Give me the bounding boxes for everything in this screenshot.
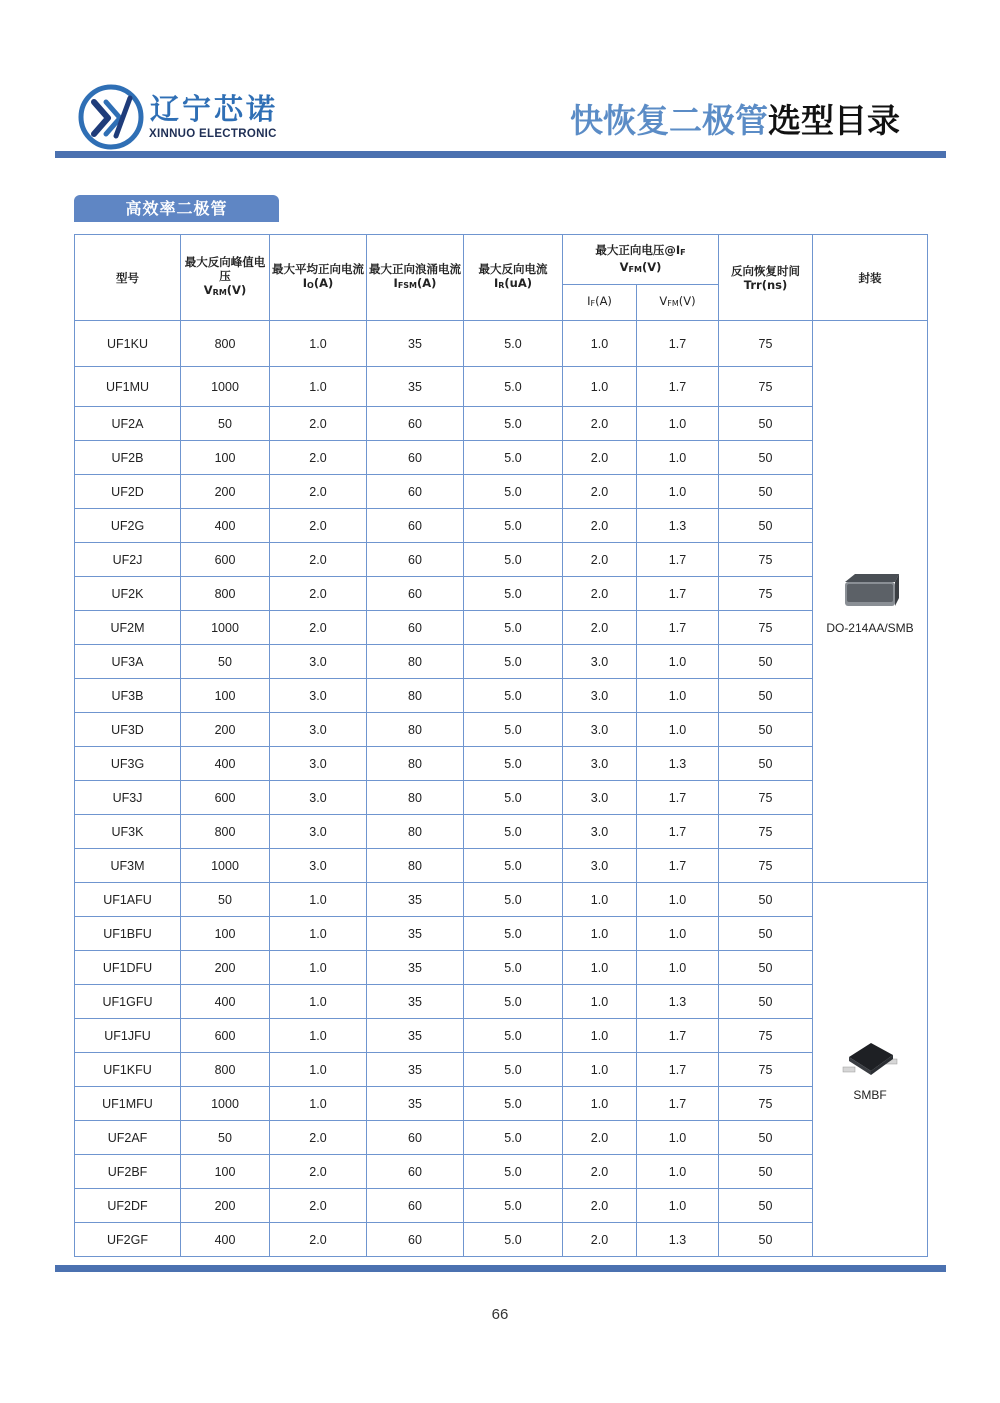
cell-ifsm: 60 [367, 509, 464, 543]
cell-model: UF3G [75, 747, 181, 781]
cell-io: 2.0 [270, 441, 367, 475]
cell-if: 1.0 [563, 367, 637, 407]
cell-model: UF3D [75, 713, 181, 747]
table-row [75, 509, 928, 543]
cell-ir: 5.0 [464, 1155, 563, 1189]
header-vrm: 最大反向峰值电压 $V_{RM}(V)$ [181, 235, 270, 321]
cell-vrm: 100 [181, 1155, 270, 1189]
cell-trr: 75 [719, 611, 813, 645]
cell-vfm: 1.7 [637, 815, 719, 849]
cell-vfm: 1.7 [637, 543, 719, 577]
cell-if: 1.0 [563, 1087, 637, 1121]
table-row [75, 1223, 928, 1257]
cell-if: 3.0 [563, 747, 637, 781]
cell-ifsm: 35 [367, 1019, 464, 1053]
smbf-package-icon [813, 1037, 927, 1084]
cell-if: 2.0 [563, 475, 637, 509]
cell-trr: 50 [719, 917, 813, 951]
table-row [75, 1155, 928, 1189]
cell-vrm: 1000 [181, 1087, 270, 1121]
cell-model: UF3B [75, 679, 181, 713]
table-row [75, 1121, 928, 1155]
spec-table-body [75, 321, 928, 1257]
cell-model: UF1BFU [75, 917, 181, 951]
cell-vfm: 1.7 [637, 1053, 719, 1087]
table-row [75, 441, 928, 475]
cell-io: 2.0 [270, 1121, 367, 1155]
cell-ir: 5.0 [464, 951, 563, 985]
cell-vfm: 1.3 [637, 509, 719, 543]
cell-vrm: 50 [181, 407, 270, 441]
cell-ir: 5.0 [464, 985, 563, 1019]
cell-ir: 5.0 [464, 815, 563, 849]
cell-vrm: 50 [181, 645, 270, 679]
cell-ifsm: 80 [367, 713, 464, 747]
diode-spec-table [74, 234, 928, 1257]
cell-vrm: 400 [181, 509, 270, 543]
cell-vrm: 200 [181, 951, 270, 985]
table-row [75, 475, 928, 509]
cell-ir: 5.0 [464, 1189, 563, 1223]
cell-if: 3.0 [563, 781, 637, 815]
cell-trr: 75 [719, 543, 813, 577]
cell-io: 2.0 [270, 611, 367, 645]
cell-ifsm: 60 [367, 475, 464, 509]
cell-ir: 5.0 [464, 679, 563, 713]
table-row [75, 747, 928, 781]
cell-vfm: 1.7 [637, 577, 719, 611]
smb-package-icon [813, 568, 927, 617]
cell-io: 1.0 [270, 985, 367, 1019]
cell-io: 2.0 [270, 1155, 367, 1189]
cell-vrm: 800 [181, 321, 270, 367]
cell-if: 2.0 [563, 1223, 637, 1257]
cell-vfm: 1.0 [637, 407, 719, 441]
brand-name-en: XINNUO ELECTRONIC [149, 128, 277, 140]
cell-ir: 5.0 [464, 1087, 563, 1121]
cell-ifsm: 35 [367, 985, 464, 1019]
cell-if: 2.0 [563, 611, 637, 645]
header-trr: 反向恢复时间 Trr(ns) [719, 235, 813, 321]
cell-io: 2.0 [270, 543, 367, 577]
cell-vrm: 100 [181, 679, 270, 713]
table-row [75, 883, 928, 917]
cell-ifsm: 35 [367, 321, 464, 367]
cell-ir: 5.0 [464, 917, 563, 951]
header-package: 封装 [813, 235, 928, 321]
cell-vrm: 800 [181, 1053, 270, 1087]
cell-trr: 50 [719, 1155, 813, 1189]
cell-model: UF1AFU [75, 883, 181, 917]
cell-ir: 5.0 [464, 543, 563, 577]
table-row [75, 713, 928, 747]
cell-ir: 5.0 [464, 1223, 563, 1257]
cell-vfm: 1.3 [637, 985, 719, 1019]
cell-model: UF2AF [75, 1121, 181, 1155]
cell-ifsm: 80 [367, 849, 464, 883]
cell-if: 3.0 [563, 815, 637, 849]
package-label: SMBF [853, 1088, 887, 1102]
cell-trr: 75 [719, 849, 813, 883]
cell-if: 2.0 [563, 407, 637, 441]
cell-model: UF3J [75, 781, 181, 815]
cell-vfm: 1.0 [637, 1155, 719, 1189]
cell-ir: 5.0 [464, 747, 563, 781]
cell-ir: 5.0 [464, 509, 563, 543]
cell-if: 1.0 [563, 917, 637, 951]
table-row [75, 815, 928, 849]
cell-vrm: 400 [181, 747, 270, 781]
cell-model: UF2K [75, 577, 181, 611]
cell-ifsm: 35 [367, 1087, 464, 1121]
cell-io: 3.0 [270, 645, 367, 679]
cell-ifsm: 35 [367, 1053, 464, 1087]
cell-if: 2.0 [563, 441, 637, 475]
table-row [75, 577, 928, 611]
table-row [75, 1189, 928, 1223]
cell-model: UF2GF [75, 1223, 181, 1257]
cell-vfm: 1.7 [637, 849, 719, 883]
brand-name-cn: 辽宁芯诺 [150, 92, 279, 126]
cell-model: UF1JFU [75, 1019, 181, 1053]
cell-model: UF2A [75, 407, 181, 441]
cell-if: 2.0 [563, 1121, 637, 1155]
company-logo-icon [78, 84, 144, 150]
table-row [75, 367, 928, 407]
table-row [75, 951, 928, 985]
cell-vfm: 1.7 [637, 781, 719, 815]
cell-if: 1.0 [563, 321, 637, 367]
cell-vfm: 1.0 [637, 1189, 719, 1223]
cell-ir: 5.0 [464, 883, 563, 917]
cell-io: 3.0 [270, 815, 367, 849]
cell-ifsm: 60 [367, 1121, 464, 1155]
table-row [75, 407, 928, 441]
cell-ir: 5.0 [464, 1053, 563, 1087]
table-row [75, 543, 928, 577]
header-if: $I_F(A)$ [563, 285, 637, 321]
cell-trr: 75 [719, 781, 813, 815]
cell-io: 1.0 [270, 1053, 367, 1087]
cell-trr: 50 [719, 645, 813, 679]
table-row [75, 1053, 928, 1087]
cell-if: 1.0 [563, 951, 637, 985]
cell-io: 3.0 [270, 713, 367, 747]
cell-vfm: 1.7 [637, 367, 719, 407]
package-cell [813, 883, 928, 1257]
cell-io: 2.0 [270, 509, 367, 543]
header-model: 型号 [75, 235, 181, 321]
cell-io: 3.0 [270, 781, 367, 815]
cell-ifsm: 60 [367, 1189, 464, 1223]
cell-model: UF1DFU [75, 951, 181, 985]
cell-trr: 75 [719, 367, 813, 407]
cell-vrm: 50 [181, 1121, 270, 1155]
cell-vrm: 400 [181, 985, 270, 1019]
cell-if: 1.0 [563, 1053, 637, 1087]
cell-trr: 50 [719, 713, 813, 747]
cell-vrm: 200 [181, 1189, 270, 1223]
cell-if: 3.0 [563, 645, 637, 679]
cell-ir: 5.0 [464, 713, 563, 747]
header-divider [55, 151, 946, 158]
cell-trr: 50 [719, 1189, 813, 1223]
cell-io: 3.0 [270, 679, 367, 713]
cell-if: 1.0 [563, 1019, 637, 1053]
cell-vrm: 50 [181, 883, 270, 917]
header-ir: 最大反向电流 $I_R(uA)$ [464, 235, 563, 321]
cell-vrm: 1000 [181, 611, 270, 645]
cell-ir: 5.0 [464, 849, 563, 883]
cell-ifsm: 35 [367, 917, 464, 951]
document-title [570, 101, 900, 141]
cell-ir: 5.0 [464, 781, 563, 815]
cell-io: 2.0 [270, 577, 367, 611]
cell-ir: 5.0 [464, 321, 563, 367]
cell-vfm: 1.7 [637, 611, 719, 645]
table-row [75, 781, 928, 815]
cell-vrm: 600 [181, 1019, 270, 1053]
cell-model: UF1KFU [75, 1053, 181, 1087]
cell-vrm: 600 [181, 543, 270, 577]
cell-model: UF2G [75, 509, 181, 543]
cell-trr: 50 [719, 951, 813, 985]
cell-trr: 75 [719, 577, 813, 611]
cell-if: 1.0 [563, 985, 637, 1019]
cell-model: UF2J [75, 543, 181, 577]
cell-ir: 5.0 [464, 645, 563, 679]
cell-io: 2.0 [270, 407, 367, 441]
cell-vfm: 1.0 [637, 441, 719, 475]
cell-ifsm: 35 [367, 951, 464, 985]
cell-trr: 50 [719, 985, 813, 1019]
cell-ifsm: 80 [367, 781, 464, 815]
cell-if: 3.0 [563, 713, 637, 747]
header-io: 最大平均正向电流 $I_O(A)$ [270, 235, 367, 321]
cell-ifsm: 35 [367, 367, 464, 407]
cell-ifsm: 80 [367, 747, 464, 781]
cell-io: 1.0 [270, 917, 367, 951]
cell-if: 2.0 [563, 509, 637, 543]
cell-model: UF1MFU [75, 1087, 181, 1121]
cell-io: 1.0 [270, 1019, 367, 1053]
cell-io: 3.0 [270, 849, 367, 883]
cell-trr: 75 [719, 1019, 813, 1053]
cell-trr: 50 [719, 679, 813, 713]
cell-if: 1.0 [563, 883, 637, 917]
cell-io: 2.0 [270, 1223, 367, 1257]
cell-vfm: 1.0 [637, 475, 719, 509]
package-label: DO-214AA/SMB [826, 621, 914, 635]
cell-model: UF1GFU [75, 985, 181, 1019]
cell-model: UF1KU [75, 321, 181, 367]
cell-trr: 75 [719, 815, 813, 849]
cell-trr: 75 [719, 321, 813, 367]
cell-ifsm: 80 [367, 815, 464, 849]
table-row [75, 849, 928, 883]
cell-trr: 75 [719, 1087, 813, 1121]
cell-vrm: 100 [181, 917, 270, 951]
cell-vfm: 1.7 [637, 1087, 719, 1121]
document-title-part2: 选型目录 [768, 101, 900, 140]
cell-ifsm: 60 [367, 407, 464, 441]
table-row [75, 611, 928, 645]
cell-trr: 50 [719, 407, 813, 441]
table-row [75, 645, 928, 679]
cell-vfm: 1.3 [637, 1223, 719, 1257]
page-number: 66 [491, 1306, 509, 1323]
package-cell [813, 321, 928, 883]
cell-ifsm: 80 [367, 679, 464, 713]
cell-vrm: 100 [181, 441, 270, 475]
cell-model: UF2BF [75, 1155, 181, 1189]
cell-io: 1.0 [270, 367, 367, 407]
cell-ir: 5.0 [464, 611, 563, 645]
cell-vrm: 200 [181, 475, 270, 509]
cell-trr: 50 [719, 883, 813, 917]
cell-if: 2.0 [563, 1189, 637, 1223]
cell-trr: 50 [719, 1121, 813, 1155]
cell-model: UF1MU [75, 367, 181, 407]
cell-if: 2.0 [563, 543, 637, 577]
cell-ir: 5.0 [464, 441, 563, 475]
table-row [75, 917, 928, 951]
table-row [75, 1019, 928, 1053]
cell-ifsm: 60 [367, 611, 464, 645]
cell-io: 1.0 [270, 951, 367, 985]
table-row [75, 1087, 928, 1121]
cell-io: 1.0 [270, 1087, 367, 1121]
document-title-part1: 快恢复二极管 [570, 101, 768, 140]
cell-ifsm: 60 [367, 441, 464, 475]
cell-vrm: 1000 [181, 367, 270, 407]
cell-ifsm: 60 [367, 543, 464, 577]
table-row [75, 679, 928, 713]
cell-vfm: 1.0 [637, 679, 719, 713]
cell-vrm: 800 [181, 577, 270, 611]
cell-ir: 5.0 [464, 475, 563, 509]
cell-io: 1.0 [270, 321, 367, 367]
cell-model: UF2D [75, 475, 181, 509]
cell-io: 3.0 [270, 747, 367, 781]
cell-io: 2.0 [270, 1189, 367, 1223]
footer-divider [55, 1265, 946, 1272]
cell-vfm: 1.7 [637, 321, 719, 367]
cell-ir: 5.0 [464, 367, 563, 407]
cell-io: 2.0 [270, 475, 367, 509]
cell-vfm: 1.7 [637, 1019, 719, 1053]
cell-trr: 50 [719, 747, 813, 781]
cell-io: 1.0 [270, 883, 367, 917]
cell-vrm: 200 [181, 713, 270, 747]
header-vfm: $V_{FM}(V)$ [637, 285, 719, 321]
cell-trr: 50 [719, 475, 813, 509]
section-title: 高效率二极管 [74, 195, 279, 222]
cell-model: UF2M [75, 611, 181, 645]
cell-if: 2.0 [563, 1155, 637, 1189]
cell-ifsm: 60 [367, 1223, 464, 1257]
table-row [75, 985, 928, 1019]
cell-if: 3.0 [563, 849, 637, 883]
cell-trr: 75 [719, 1053, 813, 1087]
cell-ifsm: 60 [367, 1155, 464, 1189]
cell-ir: 5.0 [464, 407, 563, 441]
cell-vrm: 400 [181, 1223, 270, 1257]
cell-ir: 5.0 [464, 1121, 563, 1155]
cell-vfm: 1.0 [637, 951, 719, 985]
cell-vrm: 800 [181, 815, 270, 849]
cell-vfm: 1.0 [637, 1121, 719, 1155]
header-ifsm: 最大正向浪涌电流 $I_{FSM}(A)$ [367, 235, 464, 321]
table-row [75, 321, 928, 367]
cell-ifsm: 80 [367, 645, 464, 679]
cell-if: 3.0 [563, 679, 637, 713]
cell-model: UF2B [75, 441, 181, 475]
cell-ir: 5.0 [464, 1019, 563, 1053]
cell-ir: 5.0 [464, 577, 563, 611]
cell-vrm: 1000 [181, 849, 270, 883]
cell-if: 2.0 [563, 577, 637, 611]
cell-model: UF3A [75, 645, 181, 679]
cell-vfm: 1.0 [637, 645, 719, 679]
cell-vfm: 1.0 [637, 713, 719, 747]
header-vfm-group: 最大正向电压$@I_F$ $V_{FM}(V)$ [563, 235, 719, 285]
cell-vrm: 600 [181, 781, 270, 815]
cell-model: UF2DF [75, 1189, 181, 1223]
cell-model: UF3M [75, 849, 181, 883]
cell-ifsm: 35 [367, 883, 464, 917]
cell-vfm: 1.0 [637, 917, 719, 951]
cell-vfm: 1.3 [637, 747, 719, 781]
cell-model: UF3K [75, 815, 181, 849]
cell-vfm: 1.0 [637, 883, 719, 917]
cell-trr: 50 [719, 1223, 813, 1257]
cell-trr: 50 [719, 509, 813, 543]
cell-trr: 50 [719, 441, 813, 475]
cell-ifsm: 60 [367, 577, 464, 611]
